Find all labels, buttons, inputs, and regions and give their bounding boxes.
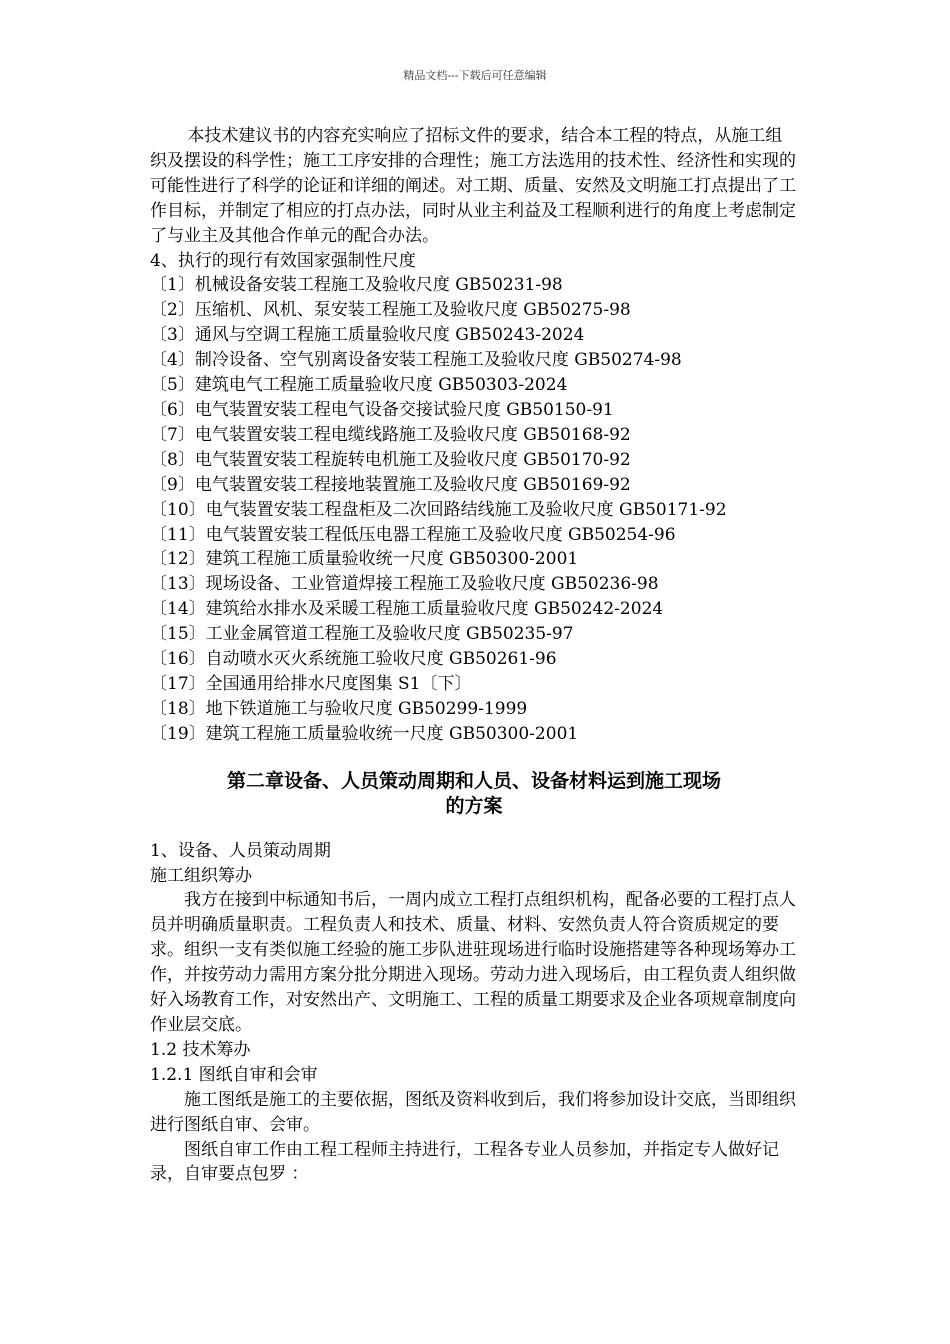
chapter-title	[150, 769, 798, 819]
body-paragraph: 图纸自审工作由工程工程师主持进行，工程各专业人员参加，并指定专人做好记录，自审要点包罗 ：	[150, 1139, 779, 1185]
page-header: 精品文档---下载后可任意编辑	[403, 69, 547, 82]
standards-list	[150, 273, 798, 746]
body-paragraph: 施工图纸是施工的主要依据，图纸及资料收到后，我们将参加设计交底，当即组织进行图纸自审、会审。	[150, 1089, 796, 1135]
standard-item: 〔4〕制冷设备、空气别离设备安装工程施工及验收尺度 GB50274-98	[150, 350, 682, 371]
chapter-title-line: 的方案	[445, 794, 503, 817]
standard-item: 〔11〕电气装置安装工程低压电器工程施工及验收尺度 GB50254-96	[150, 524, 676, 545]
standard-item: 〔16〕自动喷水灭火系统施工验收尺度 GB50261-96	[150, 649, 557, 670]
standard-item: 〔5〕建筑电气工程施工质量验收尺度 GB50303-2024	[150, 375, 568, 396]
chapter-title-line: 第二章设备、人员策动周期和人员、设备材料运到施工现场	[226, 769, 721, 792]
body-paragraph: 我方在接到中标通知书后，一周内成立工程打点组织机构，配备必要的工程打点人员并明确质量职责。工程负责人和技术、质量、材料、安然负责人符合资质规定的要求。组织一支有类似施工经验的施工步队进驻现场进行临时设施搭建等各种现场筹办工作，并按劳动力需用方案分批分期进入现场。劳动力进入现场后，由工程负责人组织做好入场教育工作，对安然出产、文明施工、工程的质量工期要求及企业各项规章制度向作业层交底。	[150, 890, 796, 1035]
document-body	[150, 124, 798, 1187]
standard-item: 〔9〕电气装置安装工程接地装置施工及验收尺度 GB50169-92	[150, 474, 631, 495]
standard-item: 〔3〕通风与空调工程施工质量验收尺度 GB50243-2024	[150, 325, 585, 346]
standard-item: 〔19〕建筑工程施工质量验收统一尺度 GB50300-2001	[150, 723, 579, 744]
subsection-heading: 1.2.1 图纸自审和会审	[150, 1064, 318, 1085]
standard-item: 〔14〕建筑给水排水及采暖工程施工质量验收尺度 GB50242-2024	[150, 599, 664, 620]
standard-item: 〔18〕地下铁道施工与验收尺度 GB50299-1999	[150, 698, 528, 719]
standard-item: 〔12〕建筑工程施工质量验收统一尺度 GB50300-2001	[150, 549, 579, 570]
standards-heading: 4、执行的现行有效国家强制性尺度	[150, 250, 416, 271]
standard-item: 〔7〕电气装置安装工程电缆线路施工及验收尺度 GB50168-92	[150, 424, 631, 445]
standard-item: 〔15〕工业金属管道工程施工及验收尺度 GB50235-97	[150, 624, 574, 645]
subsection-heading: 施工组织筹办	[150, 865, 252, 886]
standard-item: 〔2〕压缩机、风机、泵安装工程施工及验收尺度 GB50275-98	[150, 300, 631, 321]
standard-item: 〔1〕机械设备安装工程施工及验收尺度 GB50231-98	[150, 275, 563, 296]
standard-item: 〔6〕电气装置安装工程电气设备交接试验尺度 GB50150-91	[150, 399, 614, 420]
standard-item: 〔8〕电气装置安装工程旋转电机施工及验收尺度 GB50170-92	[150, 449, 631, 470]
section-heading: 1、设备、人员策动周期	[150, 840, 331, 861]
standard-item: 〔17〕全国通用给排水尺度图集 S1〔下〕	[150, 673, 472, 694]
section-heading: 1.2 技术筹办	[150, 1039, 251, 1060]
intro-paragraph: 本技术建议书的内容充实响应了招标文件的要求，结合本工程的特点，从施工组织及摆设的科学性；施工工序安排的合理性；施工方法选用的技术性、经济性和实现的可能性进行了科学的论证和详细的阐述。对工期、质量、安然及文明施工打点提出了工作目标，并制定了相应的打点办法，同时从业主利益及工程顺利进行的角度上考虑制定了与业主及其他合作单元的配合办法。	[150, 126, 796, 246]
standard-item: 〔10〕电气装置安装工程盘柜及二次回路结线施工及验收尺度 GB50171-92	[150, 499, 727, 520]
standard-item: 〔13〕现场设备、工业管道焊接工程施工及验收尺度 GB50236-98	[150, 574, 659, 595]
